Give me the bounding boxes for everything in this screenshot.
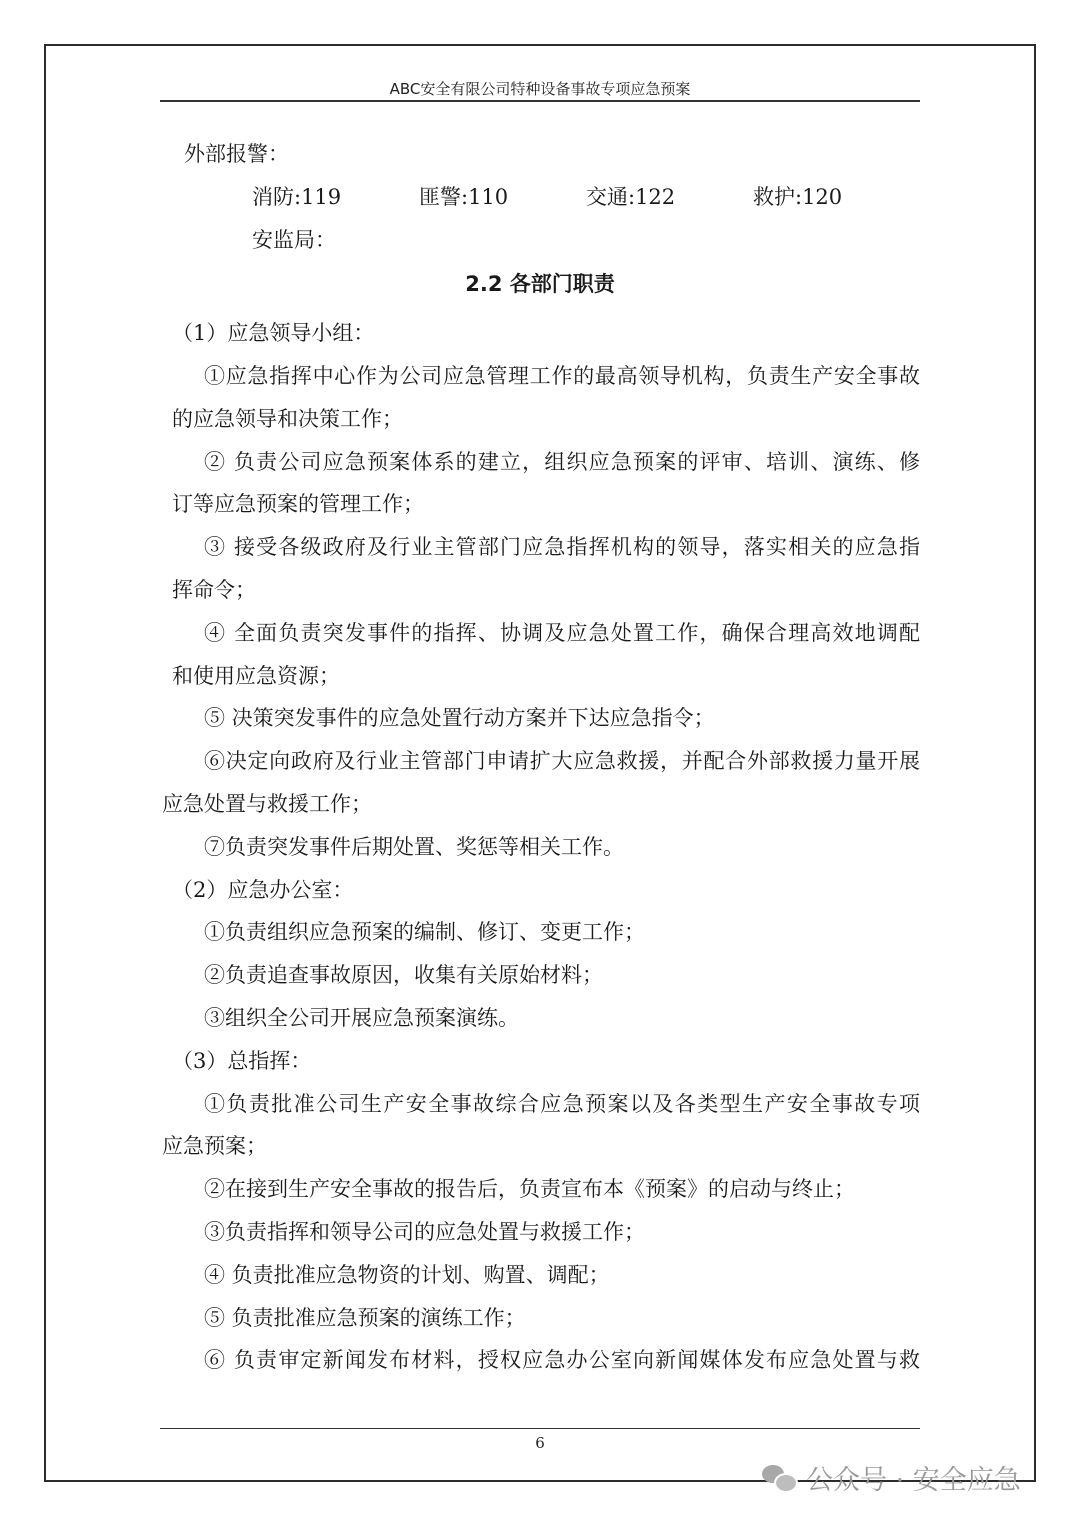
section-title: 2.2 各部门职责: [465, 272, 615, 297]
list-item: ②负责追查事故原因，收集有关原始材料；: [204, 963, 603, 988]
list-item: ③组织全公司开展应急预案演练。: [204, 1005, 519, 1030]
list-item: ③ 接受各级政府及行业主管部门应急指挥机构的领导，落实相关的应急指: [204, 535, 920, 560]
fire-number: 消防:119: [252, 184, 342, 209]
ambulance-number: 救护:120: [753, 184, 843, 209]
external-alarm-label: 外部报警：: [184, 142, 289, 166]
page-header: ABC安全有限公司特种设备事故专项应急预案: [389, 80, 691, 98]
wechat-icon: [762, 1463, 796, 1493]
list-item: ①负责组织应急预案的编制、修订、变更工作；: [204, 920, 645, 945]
group-heading: （2）应急办公室：: [172, 877, 354, 902]
header-rule: [160, 100, 920, 102]
group-heading: （3）总指挥：: [172, 1048, 312, 1073]
footer-rule: [160, 1428, 920, 1429]
safety-bureau-label: 安监局：: [252, 227, 336, 252]
list-item-continuation: 挥命令；: [172, 577, 256, 602]
traffic-number: 交通:122: [586, 184, 676, 209]
list-item: ④ 负责批准应急物资的计划、购置、调配；: [204, 1262, 610, 1287]
list-item: ⑥决定向政府及行业主管部门申请扩大应急救援，并配合外部救援力量开展: [204, 749, 920, 774]
list-item: ③负责指挥和领导公司的应急处置与救援工作；: [204, 1219, 645, 1244]
list-item: ②在接到生产安全事故的报告后，负责宣布本《预案》的启动与终止；: [204, 1177, 855, 1202]
list-item: ⑥ 负责审定新闻发布材料，授权应急办公室向新闻媒体发布应急处置与救: [204, 1348, 920, 1373]
document-body: [160, 133, 920, 1382]
list-item-continuation: 应急预案；: [162, 1134, 267, 1159]
list-item-continuation: 应急处置与救援工作；: [162, 791, 372, 816]
list-item: ② 负责公司应急预案体系的建立，组织应急预案的评审、培训、演练、修: [204, 449, 920, 474]
list-item: ①负责批准公司生产安全事故综合应急预案以及各类型生产安全事故专项: [204, 1091, 920, 1116]
list-item: ⑤ 决策突发事件的应急处置行动方案并下达应急指令；: [204, 706, 715, 731]
list-item: ④ 全面负责突发事件的指挥、协调及应急处置工作，确保合理高效地调配: [204, 620, 920, 645]
list-item: ⑤ 负责批准应急预案的演练工作；: [204, 1305, 526, 1330]
list-item: ①应急指挥中心作为公司应急管理工作的最高领导机构，负责生产安全事故: [204, 363, 920, 388]
watermark-text: 公众号 · 安全应急: [806, 1465, 1021, 1496]
group-heading: （1）应急领导小组：: [172, 321, 375, 346]
watermark: [762, 1458, 1021, 1497]
emergency-numbers: [160, 176, 920, 219]
list-item-continuation: 订等应急预案的管理工作；: [172, 492, 424, 517]
list-item-continuation: 的应急领导和决策工作；: [172, 406, 403, 431]
police-number: 匪警:110: [419, 184, 509, 209]
page-number: 6: [535, 1434, 545, 1452]
list-item-continuation: 和使用应急资源；: [172, 663, 340, 688]
list-item: ⑦负责突发事件后期处置、奖惩等相关工作。: [204, 834, 624, 859]
